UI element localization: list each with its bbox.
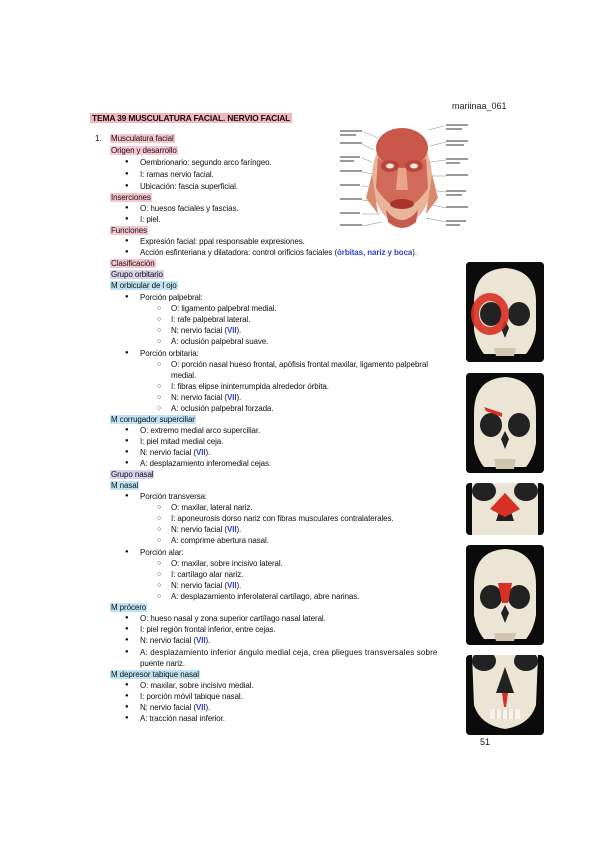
list-item: ● Oembrionario: segundo arco faríngeo. — [140, 157, 272, 168]
list-subitem: ○ O: maxilar, lateral nariz. — [171, 502, 252, 513]
list-subitem: ○ N: nervio facial (VII). — [171, 325, 241, 336]
list-item: ● O: maxilar, sobre incisivo medial. — [140, 680, 254, 691]
skull-procerus-image — [466, 545, 544, 645]
heading-inserciones: Inserciones — [111, 193, 151, 202]
heading-origen: Origen y desarrollo — [111, 146, 177, 155]
list-item: ● A: tracción nasal inferior. — [140, 713, 225, 724]
list-subitem: ○ N: nervio facial (VII). — [171, 580, 241, 591]
list-subitem: ○ A: oclusión palpebral forzada. — [171, 403, 273, 414]
list-item: ● I: piel mitad medial ceja. — [140, 436, 223, 447]
list-item: ● I: piel. — [140, 214, 161, 225]
list-subitem: ○ A: oclusión palpebral suave. — [171, 336, 268, 347]
author-handle: mariinaa_061 — [452, 101, 507, 111]
heading-m-nasal: M nasal — [111, 481, 139, 490]
list-subitem: ○ A: comprime abertura nasal. — [171, 535, 269, 546]
heading-m-depresor: M depresor tabique nasal — [111, 670, 199, 679]
list-item: ● Porción palpebral: — [140, 292, 203, 303]
skull-corrugator-image — [466, 373, 544, 473]
list-subitem: ○ O: ligamento palpebral medial. — [171, 303, 277, 314]
list-item: ● I: ramas nervio facial. — [140, 169, 214, 180]
list-subitem: ○ A: desplazamiento inferolateral cartílago, abre narinas. — [171, 591, 359, 602]
list-subitem-continuation: medial. — [171, 371, 197, 380]
page-title: TEMA 39 MUSCULATURA FACIAL. NERVIO FACIAL — [92, 113, 291, 123]
section-number: 1. — [95, 134, 102, 143]
heading-grupo-nasal: Grupo nasal — [111, 470, 154, 479]
list-item: ● A: desplazamiento inferior ángulo medial ceja, crea pliegues transversales sobre — [140, 647, 438, 658]
heading-clasificacion: Clasificación — [111, 259, 155, 268]
list-subitem: ○ I: cartílago alar nariz. — [171, 569, 243, 580]
list-subitem: ○ I: aponeurosis dorso nariz con fibras musculares contralaterales. — [171, 513, 394, 524]
list-subitem: ○ I: rafe palpebral lateral. — [171, 314, 250, 325]
list-item: ● I: piel región frontal inferior, entre cejas. — [140, 624, 276, 635]
page-number: 51 — [480, 737, 491, 747]
list-item: ● Porción alar: — [140, 547, 184, 558]
section-title: Musculatura facial — [111, 134, 174, 143]
list-item: ● A: desplazamiento inferomedial cejas. — [140, 458, 271, 469]
list-subitem: ○ N: nervio facial (VII). — [171, 392, 241, 403]
skull-orbicularis-oculi-image — [466, 262, 544, 362]
heading-m-procero: M prócero — [111, 603, 147, 612]
list-item: ● N: nervio facial (VII). — [140, 635, 210, 646]
list-item: ● N: nervio facial (VII). — [140, 447, 210, 458]
heading-m-corrugador: M corrugador superciliar — [111, 415, 195, 424]
skull-nasalis-transverse-image — [466, 483, 544, 535]
list-item: ● Porción transversa: — [140, 491, 207, 502]
list-item: ● Porción orbitaria: — [140, 348, 199, 359]
heading-funciones: Funciones — [111, 226, 148, 235]
heading-grupo-orbitario: Grupo orbitario — [111, 270, 163, 279]
list-item: ● I: porción móvil tabique nasal. — [140, 691, 243, 702]
list-item: ● O: hueso nasal y zona superior cartílago nasal lateral. — [140, 613, 326, 624]
list-item: ● N: nervio facial (VII). — [140, 702, 210, 713]
skull-depressor-septi-image — [466, 655, 544, 735]
list-item: ● O: huesos faciales y fascias. — [140, 203, 238, 214]
facial-muscles-figure — [338, 118, 472, 244]
list-item-continuation: puente nariz. — [140, 659, 185, 668]
heading-m-orbicular: M orbicular de l ojo — [111, 281, 177, 290]
list-subitem: ○ O: maxilar, sobre incisivo lateral. — [171, 558, 283, 569]
list-item: ● O: extremo medial arco superciliar. — [140, 425, 260, 436]
list-item: ● Acción esfinteriana y dilatadora: control orificios faciales (órbitas, nariz y boca). — [140, 247, 417, 258]
list-item: ● Expresión facial: ppal responsable expresiones. — [140, 236, 305, 247]
list-subitem: ○ O: porción nasal hueso frontal, apófisis frontal maxilar, ligamento palpebral — [171, 359, 428, 370]
list-item: ● Ubicación: fascia superficial. — [140, 181, 238, 192]
list-subitem: ○ N: nervio facial (VII). — [171, 524, 241, 535]
list-subitem: ○ I: fibras elipse ininterrumpida alrededor órbita. — [171, 381, 329, 392]
